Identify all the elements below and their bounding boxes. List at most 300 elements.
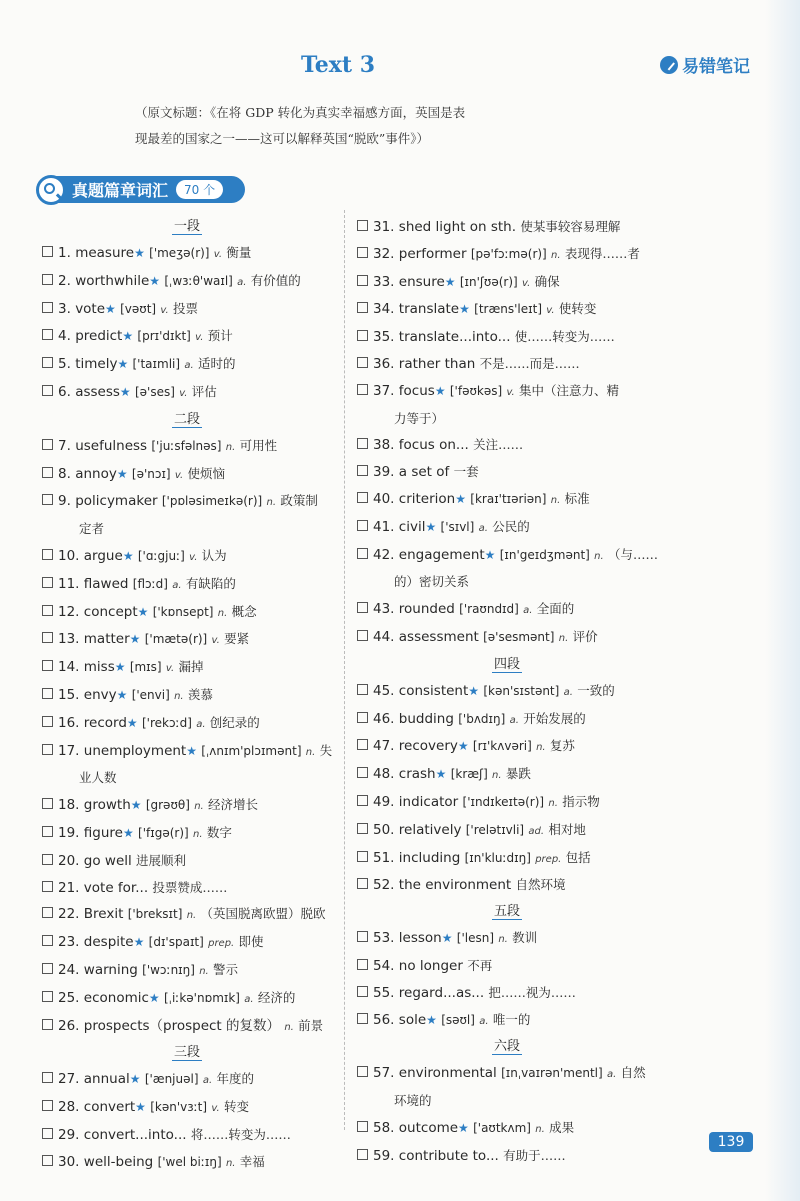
item-pos: n. <box>305 746 316 758</box>
paragraph-heading <box>357 652 657 678</box>
vocab-item <box>357 241 657 269</box>
item-number: 14. <box>58 659 80 676</box>
item-meaning: 暴跌 <box>505 766 531 782</box>
item-word: regard...as... <box>398 984 485 1001</box>
vocab-item <box>42 710 332 738</box>
item-word: consistent <box>398 682 469 699</box>
checkbox[interactable] <box>357 795 368 806</box>
checkbox[interactable] <box>42 577 53 588</box>
vocab-item <box>42 792 332 820</box>
item-pos: n. <box>558 632 569 644</box>
item-pos: n. <box>225 441 236 453</box>
item-phonetic: [ˌʌnɪm'plɔɪmənt] <box>201 743 302 758</box>
item-meaning: 将……转变为…… <box>190 1126 291 1142</box>
item-meaning: 可用性 <box>239 437 278 453</box>
item-phonetic: ['meʒə(r)] <box>149 246 210 260</box>
item-phonetic: ['fɪgə(r)] <box>138 825 189 840</box>
checkbox[interactable] <box>357 602 368 613</box>
item-meaning-cont: 的）密切关系 <box>394 574 470 590</box>
checkbox[interactable] <box>42 439 53 450</box>
vocab-item <box>42 820 332 848</box>
item-meaning: 政策制 <box>280 493 318 509</box>
item-number: 48. <box>373 766 395 783</box>
item-meaning: 包括 <box>565 849 591 865</box>
checkbox[interactable] <box>357 302 368 313</box>
item-meaning: 公民的 <box>492 518 530 534</box>
vocab-item <box>42 848 332 875</box>
vocab-column-left <box>42 214 332 1177</box>
item-pos: n. <box>193 828 203 840</box>
item-meaning-cont: 环境的 <box>394 1093 432 1109</box>
item-word: vote <box>75 300 106 317</box>
vocab-item <box>357 432 657 459</box>
item-number: 45. <box>373 682 395 699</box>
item-number: 38. <box>373 437 395 454</box>
vocab-item <box>42 599 332 627</box>
item-meaning: 使某事较容易理解 <box>520 219 621 234</box>
paragraph-heading <box>357 1034 657 1060</box>
checkbox[interactable] <box>42 467 53 478</box>
item-phonetic: ['sɪvl] <box>440 519 475 534</box>
vocab-item <box>357 296 657 324</box>
vocab-item <box>42 738 332 766</box>
vocab-item <box>42 1149 332 1177</box>
item-pos: n. <box>194 801 204 813</box>
item-number: 26. <box>58 1017 80 1034</box>
paragraph-heading-label: 一段 <box>173 219 200 234</box>
checkbox[interactable] <box>42 329 53 340</box>
item-phonetic: [rɪ'kʌvəri] <box>472 739 532 754</box>
item-word: growth <box>83 797 131 814</box>
item-meaning: 自然 <box>620 1065 646 1081</box>
item-number: 31. <box>373 219 395 235</box>
checkbox[interactable] <box>357 520 368 531</box>
star-icon: ★ <box>130 798 142 813</box>
item-phonetic: [ɪn'kluːdɪŋ] <box>464 850 531 865</box>
star-icon: ★ <box>459 302 470 317</box>
star-icon: ★ <box>119 384 131 399</box>
checkbox[interactable] <box>357 548 368 559</box>
checkbox[interactable] <box>357 959 368 970</box>
item-phonetic: [ɪn'geɪdʒmənt] <box>499 547 590 562</box>
item-word: timely <box>75 356 118 373</box>
item-pos: n. <box>498 934 508 946</box>
item-meaning: 经济的 <box>257 989 296 1005</box>
item-meaning: 不再 <box>467 957 493 973</box>
checkbox[interactable] <box>357 739 368 750</box>
item-word: economic <box>83 989 149 1006</box>
checkbox[interactable] <box>42 1019 53 1030</box>
item-meaning: 使……转变为…… <box>514 329 615 345</box>
vocab-column-right <box>357 214 657 1170</box>
checkbox[interactable] <box>357 767 368 778</box>
paragraph-heading <box>357 899 657 925</box>
item-word: assess <box>75 383 120 400</box>
item-word: no longer <box>398 957 463 974</box>
item-meaning: 自然环境 <box>515 877 566 893</box>
item-meaning: 把……视为…… <box>488 984 576 1000</box>
checkbox[interactable] <box>42 302 53 313</box>
checkbox[interactable] <box>357 438 368 449</box>
vocab-item <box>42 433 332 461</box>
vocab-item <box>42 296 332 324</box>
vocab-item <box>357 486 657 514</box>
checkbox[interactable] <box>357 931 368 942</box>
item-phonetic: ['mætə(r)] <box>144 632 208 647</box>
item-meaning: 一套 <box>453 464 479 480</box>
checkbox[interactable] <box>357 1149 368 1160</box>
checkbox[interactable] <box>42 798 53 809</box>
star-icon: ★ <box>468 683 480 698</box>
vocab-item <box>42 379 332 407</box>
vocab-item <box>42 1066 332 1094</box>
item-meaning: 使烦恼 <box>187 465 225 481</box>
item-number: 53. <box>373 930 395 947</box>
checkbox[interactable] <box>42 935 53 946</box>
item-phonetic: ['ɪndɪkeɪtə(r)] <box>462 794 545 809</box>
item-pos: a. <box>196 718 206 730</box>
item-phonetic: ['aʊtkʌm] <box>473 1120 531 1135</box>
item-word: indicator <box>398 793 459 810</box>
item-word: go well <box>83 852 132 869</box>
item-number: 15. <box>58 686 80 703</box>
item-word: shed light on sth. <box>398 219 517 235</box>
item-word: unemployment <box>83 742 187 759</box>
item-meaning: 认为 <box>201 547 227 563</box>
item-pos: n. <box>225 1157 236 1169</box>
item-meaning: 有价值的 <box>250 272 301 288</box>
item-meaning: 幸福 <box>239 1153 265 1169</box>
item-meaning: 要紧 <box>224 631 250 647</box>
star-icon: ★ <box>129 632 141 647</box>
item-number: 32. <box>373 245 395 262</box>
vocab-item <box>42 323 332 351</box>
item-meaning: 确保 <box>534 273 560 289</box>
star-icon: ★ <box>134 246 145 260</box>
item-word: warning <box>83 961 138 978</box>
checkbox[interactable] <box>42 963 53 974</box>
item-pos: v. <box>213 249 223 260</box>
star-icon: ★ <box>444 274 456 289</box>
checkbox[interactable] <box>357 823 368 834</box>
item-number: 51. <box>373 849 395 866</box>
checkbox[interactable] <box>42 991 53 1002</box>
item-phonetic: [kən'vɜːt] <box>150 1100 208 1115</box>
item-number: 35. <box>373 329 395 346</box>
item-pos: v. <box>174 469 184 481</box>
checkbox[interactable] <box>357 220 368 231</box>
item-number: 12. <box>58 603 80 620</box>
item-meaning: 评价 <box>572 628 598 644</box>
item-phonetic: [ɪn'ʃʊə(r)] <box>459 274 518 289</box>
item-pos: v. <box>189 551 198 563</box>
paragraph-heading <box>42 1040 332 1066</box>
star-icon: ★ <box>441 931 453 946</box>
item-word: contribute to... <box>398 1147 499 1164</box>
vocab-item <box>357 1060 657 1088</box>
vocab-item <box>357 678 657 706</box>
checkbox[interactable] <box>357 712 368 723</box>
original-title-note <box>135 100 535 152</box>
checkbox[interactable] <box>357 384 368 395</box>
item-meaning: 警示 <box>213 961 239 977</box>
item-number: 11. <box>58 575 80 592</box>
checkbox[interactable] <box>42 1155 53 1166</box>
item-word: miss <box>83 659 115 676</box>
item-number: 49. <box>373 793 395 810</box>
vocab-item <box>357 1007 657 1035</box>
item-word: convert <box>83 1099 136 1116</box>
item-meaning: 投票 <box>172 300 198 316</box>
item-meaning: 复苏 <box>549 738 575 754</box>
star-icon: ★ <box>434 383 446 398</box>
checkbox[interactable] <box>42 907 53 918</box>
item-word: rather than <box>398 355 476 372</box>
item-number: 46. <box>373 710 395 727</box>
item-meaning: 前景 <box>298 1017 324 1033</box>
item-number: 7. <box>58 437 71 454</box>
vocab-item-continuation <box>357 569 657 596</box>
item-word: sole <box>398 1011 427 1028</box>
checkbox[interactable] <box>42 716 53 727</box>
item-number: 44. <box>373 628 395 645</box>
checkbox[interactable] <box>42 688 53 699</box>
item-word: convert...into... <box>83 1126 187 1143</box>
item-phonetic: [ə'ses] <box>134 384 175 399</box>
paragraph-heading <box>42 407 332 433</box>
item-number: 42. <box>373 546 395 563</box>
item-number: 13. <box>58 631 80 648</box>
checkbox[interactable] <box>357 330 368 341</box>
subtitle-line-2: 现最差的国家之一——这可以解释英国“脱欧”事件》） <box>135 131 430 146</box>
item-number: 50. <box>373 821 395 838</box>
badge-label: 易错笔记 <box>682 57 750 77</box>
item-number: 30. <box>58 1153 80 1170</box>
item-meaning: 指示物 <box>562 793 600 809</box>
item-meaning: 适时的 <box>197 356 236 372</box>
vocab-item <box>42 626 332 654</box>
item-number: 34. <box>373 301 395 318</box>
item-number: 59. <box>373 1147 395 1164</box>
checkbox[interactable] <box>357 247 368 258</box>
item-pos: n. <box>594 550 604 562</box>
item-phonetic: [flɔːd] <box>132 576 168 591</box>
item-meaning: 投票赞成…… <box>152 879 228 895</box>
checkbox[interactable] <box>357 630 368 641</box>
item-word: annual <box>83 1071 130 1088</box>
item-pos: n. <box>550 494 561 506</box>
checkbox[interactable] <box>42 826 53 837</box>
paragraph-heading-label: 三段 <box>173 1045 200 1061</box>
checkbox[interactable] <box>357 878 368 889</box>
item-phonetic: ['juːsfəlnəs] <box>151 438 222 453</box>
vocab-item <box>357 789 657 817</box>
vocab-item <box>357 1143 657 1170</box>
item-pos: n. <box>174 690 184 702</box>
item-word: translate <box>398 301 460 318</box>
vocab-item-continuation <box>42 516 332 543</box>
item-word: performer <box>398 245 467 262</box>
item-phonetic: ['relətɪvli] <box>465 822 525 837</box>
item-number: 55. <box>373 984 395 1001</box>
item-meaning: 成果 <box>549 1119 575 1135</box>
item-number: 37. <box>373 382 395 399</box>
item-pos: a. <box>563 686 573 698</box>
checkbox[interactable] <box>42 357 53 368</box>
section-header <box>40 176 245 203</box>
checkbox[interactable] <box>357 986 368 997</box>
star-icon: ★ <box>458 1120 469 1135</box>
item-meaning: 相对地 <box>548 821 586 837</box>
item-pos: v. <box>211 635 220 647</box>
item-pos: a. <box>184 360 194 372</box>
item-word: usefulness <box>75 437 148 454</box>
checkbox[interactable] <box>42 274 53 285</box>
vocab-item <box>357 817 657 845</box>
item-pos: prep. <box>535 853 562 865</box>
item-meaning: 不是……而是…… <box>479 355 580 371</box>
item-pos: a. <box>244 993 254 1005</box>
item-pos: v. <box>179 387 188 399</box>
star-icon: ★ <box>122 548 134 563</box>
item-word: criterion <box>398 490 456 507</box>
checkbox[interactable] <box>42 660 53 671</box>
vocab-item-continuation <box>357 1088 657 1115</box>
item-phonetic: ['envi] <box>131 687 170 702</box>
item-word: a set of <box>398 464 450 481</box>
checkbox[interactable] <box>42 1100 53 1111</box>
item-word: engagement <box>398 546 485 563</box>
item-meaning: 概念 <box>231 603 257 619</box>
checkbox[interactable] <box>42 1072 53 1083</box>
vocab-item <box>42 571 332 599</box>
vocab-item <box>357 269 657 297</box>
item-number: 24. <box>58 961 80 978</box>
item-word: prospects（prospect 的复数） <box>83 1017 281 1034</box>
item-pos: n. <box>186 910 197 922</box>
item-phonetic: [prɪ'dɪkt] <box>137 329 191 344</box>
item-meaning: 有缺陷的 <box>185 575 236 591</box>
item-phonetic: ['taɪmli] <box>132 357 181 372</box>
vocab-item <box>357 953 657 980</box>
checkbox[interactable] <box>42 744 53 755</box>
checkbox[interactable] <box>357 492 368 503</box>
checkbox[interactable] <box>42 246 53 257</box>
item-pos: v. <box>160 304 169 316</box>
checkbox[interactable] <box>42 494 53 505</box>
item-phonetic: ['rekɔːd] <box>141 715 192 730</box>
item-word: including <box>398 849 461 866</box>
item-pos: v. <box>195 332 204 344</box>
item-pos: a. <box>172 579 182 591</box>
item-phonetic: [mɪs] <box>129 660 162 675</box>
checkbox[interactable] <box>42 1128 53 1139</box>
item-meaning: 年度的 <box>216 1071 254 1087</box>
paragraph-heading <box>42 214 332 240</box>
checkbox[interactable] <box>357 465 368 476</box>
item-pos: n. <box>535 1123 545 1135</box>
error-notes-badge <box>660 52 750 77</box>
star-icon: ★ <box>425 519 437 534</box>
vocab-item <box>357 733 657 761</box>
item-word: focus on... <box>398 437 469 454</box>
checkbox[interactable] <box>357 684 368 695</box>
item-pos: a. <box>509 714 519 726</box>
checkbox[interactable] <box>357 357 368 368</box>
checkbox[interactable] <box>357 851 368 862</box>
star-icon: ★ <box>435 767 447 782</box>
item-word: predict <box>75 328 123 345</box>
item-number: 19. <box>58 824 80 841</box>
checkbox[interactable] <box>42 385 53 396</box>
item-number: 41. <box>373 518 395 535</box>
checkbox[interactable] <box>42 881 53 892</box>
vocab-item <box>357 1115 657 1143</box>
item-number: 58. <box>373 1119 395 1136</box>
magnifier-icon <box>36 175 66 205</box>
item-phonetic: [dɪ'spaɪt] <box>148 935 204 950</box>
item-word: policymaker <box>75 493 158 510</box>
checkbox[interactable] <box>357 1066 368 1077</box>
checkbox[interactable] <box>42 854 53 865</box>
item-phonetic: ['pɒləsimeɪkə(r)] <box>161 494 263 509</box>
item-pos: a. <box>202 1075 213 1087</box>
checkbox[interactable] <box>42 632 53 643</box>
item-word: despite <box>83 934 134 951</box>
checkbox[interactable] <box>357 275 368 286</box>
item-meaning: 即使 <box>238 934 264 950</box>
item-number: 56. <box>373 1011 395 1028</box>
checkbox[interactable] <box>357 1121 368 1132</box>
item-meaning: 经济增长 <box>208 797 259 813</box>
vocab-item <box>42 543 332 571</box>
checkbox[interactable] <box>357 1013 368 1024</box>
item-phonetic: ['raʊndɪd] <box>459 602 519 617</box>
item-pos: a. <box>606 1069 617 1081</box>
item-pos: v. <box>211 1103 220 1115</box>
item-phonetic: ['kɒnsept] <box>152 604 214 619</box>
vocab-item-continuation <box>42 765 332 792</box>
checkbox[interactable] <box>42 605 53 616</box>
vocab-item <box>42 1094 332 1122</box>
star-icon: ★ <box>457 739 469 754</box>
item-phonetic: [grəʊθ] <box>145 798 190 813</box>
item-phonetic: ['fəʊkəs] <box>449 383 503 398</box>
checkbox[interactable] <box>42 549 53 560</box>
star-icon: ★ <box>186 743 197 758</box>
star-icon: ★ <box>137 604 149 619</box>
vocab-item <box>42 654 332 682</box>
star-icon: ★ <box>117 357 129 372</box>
item-word: argue <box>83 547 123 564</box>
item-word: well-being <box>83 1153 154 1170</box>
star-icon: ★ <box>122 825 134 840</box>
item-number: 16. <box>58 714 80 731</box>
item-phonetic: [ˌiːkə'nɒmɪk] <box>163 990 240 1005</box>
item-word: outcome <box>398 1119 459 1136</box>
vocab-item <box>42 985 332 1013</box>
item-pos: n. <box>217 607 228 619</box>
item-number: 4. <box>58 328 71 345</box>
paragraph-heading-label: 五段 <box>493 904 520 920</box>
item-meaning: 开始发展的 <box>523 710 586 726</box>
item-number: 22. <box>58 906 80 923</box>
item-number: 39. <box>373 464 395 481</box>
vocab-item <box>357 324 657 351</box>
item-word: budding <box>398 710 454 727</box>
pencil-icon <box>660 56 678 74</box>
item-word: annoy <box>75 465 117 482</box>
